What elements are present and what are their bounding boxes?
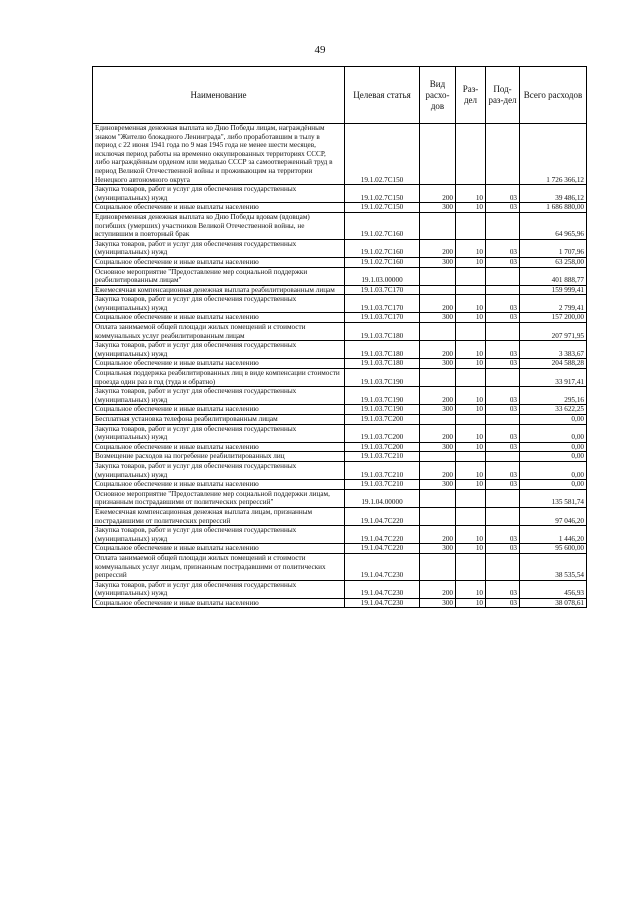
row-name: Социальное обеспечение и иные выплаты населению <box>93 203 345 213</box>
row-razdel <box>456 212 486 239</box>
row-podrazdel: 03 <box>486 295 520 313</box>
row-razdel <box>456 124 486 185</box>
row-podrazdel: 03 <box>486 442 520 452</box>
row-vid <box>420 415 456 425</box>
row-podrazdel: 03 <box>486 544 520 554</box>
row-name: Оплата занимаемой общей площади жилых помещений и стоимости коммунальных услуг реабилитированным лицам <box>93 323 345 341</box>
header-name: Наименование <box>93 67 345 124</box>
row-podrazdel: 03 <box>486 405 520 415</box>
row-target-code: 19.1.04.7С230 <box>345 580 420 598</box>
budget-table <box>92 66 587 608</box>
row-podrazdel: 03 <box>486 257 520 267</box>
row-name: Основное мероприятие "Предоставление мер социальной поддержки реабилитированным лицам" <box>93 267 345 285</box>
table-row <box>93 424 587 442</box>
row-total: 2 799,41 <box>520 295 587 313</box>
row-name: Закупка товаров, работ и услуг для обеспечения государственных (муниципальных) нужд <box>93 185 345 203</box>
header-vid: Вид расхо-дов <box>420 67 456 124</box>
row-total: 456,93 <box>520 580 587 598</box>
row-name: Ежемесячная компенсационная денежная выплата лицам, признанным пострадавшими от политических репрессий <box>93 507 345 525</box>
table-row <box>93 461 587 479</box>
table-row <box>93 387 587 405</box>
table-row <box>93 369 587 387</box>
row-name: Закупка товаров, работ и услуг для обеспечения государственных (муниципальных) нужд <box>93 341 345 359</box>
table-row <box>93 480 587 490</box>
row-target-code: 19.1.03.7С180 <box>345 359 420 369</box>
row-name: Закупка товаров, работ и услуг для обеспечения государственных (муниципальных) нужд <box>93 461 345 479</box>
row-target-code: 19.1.03.7С210 <box>345 461 420 479</box>
row-name: Закупка товаров, работ и услуг для обеспечения государственных (муниципальных) нужд <box>93 580 345 598</box>
row-vid: 200 <box>420 239 456 257</box>
row-target-code: 19.1.02.7С150 <box>345 185 420 203</box>
row-name: Оплата занимаемой общей площади жилых помещений и стоимости коммунальных услуг лицам, признанным пострадавшими от политических репрессий <box>93 553 345 580</box>
table-row <box>93 544 587 554</box>
row-vid <box>420 507 456 525</box>
row-razdel: 10 <box>456 461 486 479</box>
row-vid: 300 <box>420 203 456 213</box>
row-vid <box>420 369 456 387</box>
row-razdel: 10 <box>456 185 486 203</box>
row-razdel <box>456 369 486 387</box>
table-row <box>93 341 587 359</box>
row-name: Возмещение расходов на погребение реабилитированных лиц <box>93 452 345 462</box>
row-razdel <box>456 285 486 295</box>
row-podrazdel <box>486 452 520 462</box>
row-razdel: 10 <box>456 313 486 323</box>
row-total: 0,00 <box>520 415 587 425</box>
row-total: 401 888,77 <box>520 267 587 285</box>
row-vid <box>420 124 456 185</box>
row-target-code: 19.1.03.7С210 <box>345 480 420 490</box>
row-razdel: 10 <box>456 598 486 608</box>
header-razdel: Раз-дел <box>456 67 486 124</box>
row-razdel <box>456 267 486 285</box>
row-target-code: 19.1.04.7С230 <box>345 553 420 580</box>
row-podrazdel <box>486 489 520 507</box>
row-podrazdel <box>486 369 520 387</box>
row-razdel <box>456 452 486 462</box>
row-razdel <box>456 507 486 525</box>
row-vid: 200 <box>420 526 456 544</box>
row-vid: 200 <box>420 341 456 359</box>
header-total: Всего расходов <box>520 67 587 124</box>
row-total: 1 707,96 <box>520 239 587 257</box>
row-target-code: 19.1.03.7С190 <box>345 369 420 387</box>
row-vid: 300 <box>420 480 456 490</box>
row-target-code: 19.1.03.7С200 <box>345 424 420 442</box>
row-razdel: 10 <box>456 405 486 415</box>
table-row <box>93 553 587 580</box>
row-total: 38 535,54 <box>520 553 587 580</box>
row-total: 0,00 <box>520 452 587 462</box>
table-row <box>93 359 587 369</box>
table-row <box>93 507 587 525</box>
row-target-code: 19.1.03.7С190 <box>345 405 420 415</box>
row-razdel: 10 <box>456 442 486 452</box>
row-target-code: 19.1.04.7С220 <box>345 544 420 554</box>
row-vid <box>420 285 456 295</box>
row-name: Закупка товаров, работ и услуг для обеспечения государственных (муниципальных) нужд <box>93 295 345 313</box>
row-podrazdel <box>486 124 520 185</box>
table-row <box>93 405 587 415</box>
row-target-code: 19.1.03.7С200 <box>345 442 420 452</box>
row-name: Социальное обеспечение и иные выплаты населению <box>93 442 345 452</box>
row-podrazdel: 03 <box>486 480 520 490</box>
row-name: Социальное обеспечение и иные выплаты населению <box>93 598 345 608</box>
table-row <box>93 267 587 285</box>
row-target-code: 19.1.03.7С190 <box>345 387 420 405</box>
row-podrazdel: 03 <box>486 185 520 203</box>
row-name: Социальное обеспечение и иные выплаты населению <box>93 544 345 554</box>
row-name: Закупка товаров, работ и услуг для обеспечения государственных (муниципальных) нужд <box>93 387 345 405</box>
row-total: 0,00 <box>520 480 587 490</box>
row-total: 0,00 <box>520 442 587 452</box>
row-razdel: 10 <box>456 359 486 369</box>
row-podrazdel: 03 <box>486 387 520 405</box>
table-row <box>93 598 587 608</box>
row-podrazdel <box>486 507 520 525</box>
row-total: 97 046,20 <box>520 507 587 525</box>
row-podrazdel: 03 <box>486 203 520 213</box>
row-target-code: 19.1.02.7С150 <box>345 203 420 213</box>
row-total: 95 600,00 <box>520 544 587 554</box>
row-vid: 200 <box>420 387 456 405</box>
table-row <box>93 313 587 323</box>
table-header-row <box>93 67 587 124</box>
table-row <box>93 295 587 313</box>
row-podrazdel: 03 <box>486 341 520 359</box>
header-podrazdel: Под-раз-дел <box>486 67 520 124</box>
row-podrazdel: 03 <box>486 359 520 369</box>
row-vid: 200 <box>420 295 456 313</box>
row-podrazdel <box>486 212 520 239</box>
row-vid: 300 <box>420 359 456 369</box>
row-total: 0,00 <box>520 424 587 442</box>
row-name: Социальное обеспечение и иные выплаты населению <box>93 257 345 267</box>
row-vid <box>420 267 456 285</box>
row-target-code: 19.1.02.7С150 <box>345 124 420 185</box>
row-podrazdel <box>486 553 520 580</box>
row-razdel: 10 <box>456 580 486 598</box>
row-target-code: 19.1.03.7С170 <box>345 285 420 295</box>
row-vid: 300 <box>420 257 456 267</box>
page-number: 49 <box>314 44 326 56</box>
row-total: 157 200,00 <box>520 313 587 323</box>
table-row <box>93 212 587 239</box>
row-vid: 200 <box>420 424 456 442</box>
row-target-code: 19.1.03.00000 <box>345 267 420 285</box>
row-name: Социальное обеспечение и иные выплаты населению <box>93 313 345 323</box>
row-total: 33 917,41 <box>520 369 587 387</box>
row-vid: 300 <box>420 544 456 554</box>
row-total: 38 078,61 <box>520 598 587 608</box>
row-razdel: 10 <box>456 544 486 554</box>
table-row <box>93 239 587 257</box>
row-vid <box>420 323 456 341</box>
row-target-code: 19.1.03.7С180 <box>345 323 420 341</box>
row-vid: 300 <box>420 405 456 415</box>
row-razdel: 10 <box>456 341 486 359</box>
row-target-code: 19.1.02.7С160 <box>345 257 420 267</box>
row-podrazdel <box>486 323 520 341</box>
row-podrazdel: 03 <box>486 598 520 608</box>
row-vid <box>420 553 456 580</box>
table-row <box>93 185 587 203</box>
row-name: Закупка товаров, работ и услуг для обеспечения государственных (муниципальных) нужд <box>93 526 345 544</box>
row-name: Бесплатная установка телефона реабилитированным лицам <box>93 415 345 425</box>
row-name: Социальное обеспечение и иные выплаты населению <box>93 480 345 490</box>
row-razdel: 10 <box>456 257 486 267</box>
row-target-code: 19.1.03.7С210 <box>345 452 420 462</box>
table-row <box>93 526 587 544</box>
row-target-code: 19.1.02.7С160 <box>345 239 420 257</box>
row-target-code: 19.1.03.7С200 <box>345 415 420 425</box>
row-total: 204 588,28 <box>520 359 587 369</box>
table-row <box>93 323 587 341</box>
row-vid <box>420 489 456 507</box>
table-row <box>93 257 587 267</box>
row-total: 64 965,96 <box>520 212 587 239</box>
row-target-code: 19.1.04.7С220 <box>345 526 420 544</box>
row-razdel: 10 <box>456 526 486 544</box>
row-vid: 200 <box>420 185 456 203</box>
row-target-code: 19.1.04.00000 <box>345 489 420 507</box>
row-podrazdel: 03 <box>486 424 520 442</box>
table-row <box>93 442 587 452</box>
row-name: Закупка товаров, работ и услуг для обеспечения государственных (муниципальных) нужд <box>93 424 345 442</box>
table-row <box>93 415 587 425</box>
row-razdel <box>456 323 486 341</box>
table-row <box>93 452 587 462</box>
row-podrazdel <box>486 267 520 285</box>
row-target-code: 19.1.03.7С170 <box>345 313 420 323</box>
row-vid <box>420 212 456 239</box>
table-row <box>93 580 587 598</box>
row-podrazdel: 03 <box>486 526 520 544</box>
header-target: Целевая статья <box>345 67 420 124</box>
row-target-code: 19.1.04.7С230 <box>345 598 420 608</box>
row-razdel: 10 <box>456 480 486 490</box>
table-row <box>93 285 587 295</box>
row-total: 63 258,00 <box>520 257 587 267</box>
row-target-code: 19.1.03.7С170 <box>345 295 420 313</box>
row-vid: 300 <box>420 598 456 608</box>
row-razdel <box>456 553 486 580</box>
row-total: 295,16 <box>520 387 587 405</box>
row-total: 135 581,74 <box>520 489 587 507</box>
row-podrazdel <box>486 285 520 295</box>
row-razdel: 10 <box>456 424 486 442</box>
row-name: Ежемесячная компенсационная денежная выплата реабилитированным лицам <box>93 285 345 295</box>
row-razdel <box>456 415 486 425</box>
row-total: 33 622,25 <box>520 405 587 415</box>
row-total: 0,00 <box>520 461 587 479</box>
row-total: 1 686 880,00 <box>520 203 587 213</box>
row-target-code: 19.1.04.7С220 <box>345 507 420 525</box>
row-name: Основное мероприятие "Предоставление мер социальной поддержки лицам, признанным пострадавшими от политических репрессий" <box>93 489 345 507</box>
row-name: Единовременная денежная выплата ко Дню Победы лицам, награждённым знаком "Жителю блокадного Ленинграда", либо проработавшим в тылу в период с 22 июня 1941 года по 9 мая 1945 года не менее шести месяцев, исключая период работы на временно оккупированных территориях СССР, либо награждённым орденом или медалью СССР за самоотверженный труд в период Великой Отечественной войны и проживающим на территории Ненецкого автономного округа <box>93 124 345 185</box>
row-vid: 200 <box>420 461 456 479</box>
row-vid: 300 <box>420 442 456 452</box>
row-podrazdel: 03 <box>486 461 520 479</box>
row-total: 1 446,20 <box>520 526 587 544</box>
row-razdel: 10 <box>456 239 486 257</box>
row-name: Социальная поддержка реабилитированных лиц в виде компенсации стоимости проезда один раз в год (туда и обратно) <box>93 369 345 387</box>
row-total: 159 999,41 <box>520 285 587 295</box>
row-total: 1 726 366,12 <box>520 124 587 185</box>
row-vid <box>420 452 456 462</box>
row-total: 3 383,67 <box>520 341 587 359</box>
row-target-code: 19.1.03.7С180 <box>345 341 420 359</box>
row-razdel: 10 <box>456 203 486 213</box>
row-podrazdel <box>486 415 520 425</box>
row-target-code: 19.1.02.7С160 <box>345 212 420 239</box>
row-name: Социальное обеспечение и иные выплаты населению <box>93 405 345 415</box>
row-vid: 200 <box>420 580 456 598</box>
row-razdel: 10 <box>456 295 486 313</box>
row-podrazdel: 03 <box>486 313 520 323</box>
row-total: 39 486,12 <box>520 185 587 203</box>
row-name: Социальное обеспечение и иные выплаты населению <box>93 359 345 369</box>
table-row <box>93 489 587 507</box>
row-razdel: 10 <box>456 387 486 405</box>
row-vid: 300 <box>420 313 456 323</box>
row-razdel <box>456 489 486 507</box>
row-podrazdel: 03 <box>486 239 520 257</box>
row-name: Единовременная денежная выплата ко Дню Победы вдовам (вдовцам) погибших (умерших) участников Великой Отечественной войны, не вступившим в повторный брак <box>93 212 345 239</box>
row-name: Закупка товаров, работ и услуг для обеспечения государственных (муниципальных) нужд <box>93 239 345 257</box>
table-row <box>93 203 587 213</box>
table-row <box>93 124 587 185</box>
row-podrazdel: 03 <box>486 580 520 598</box>
row-total: 207 971,95 <box>520 323 587 341</box>
